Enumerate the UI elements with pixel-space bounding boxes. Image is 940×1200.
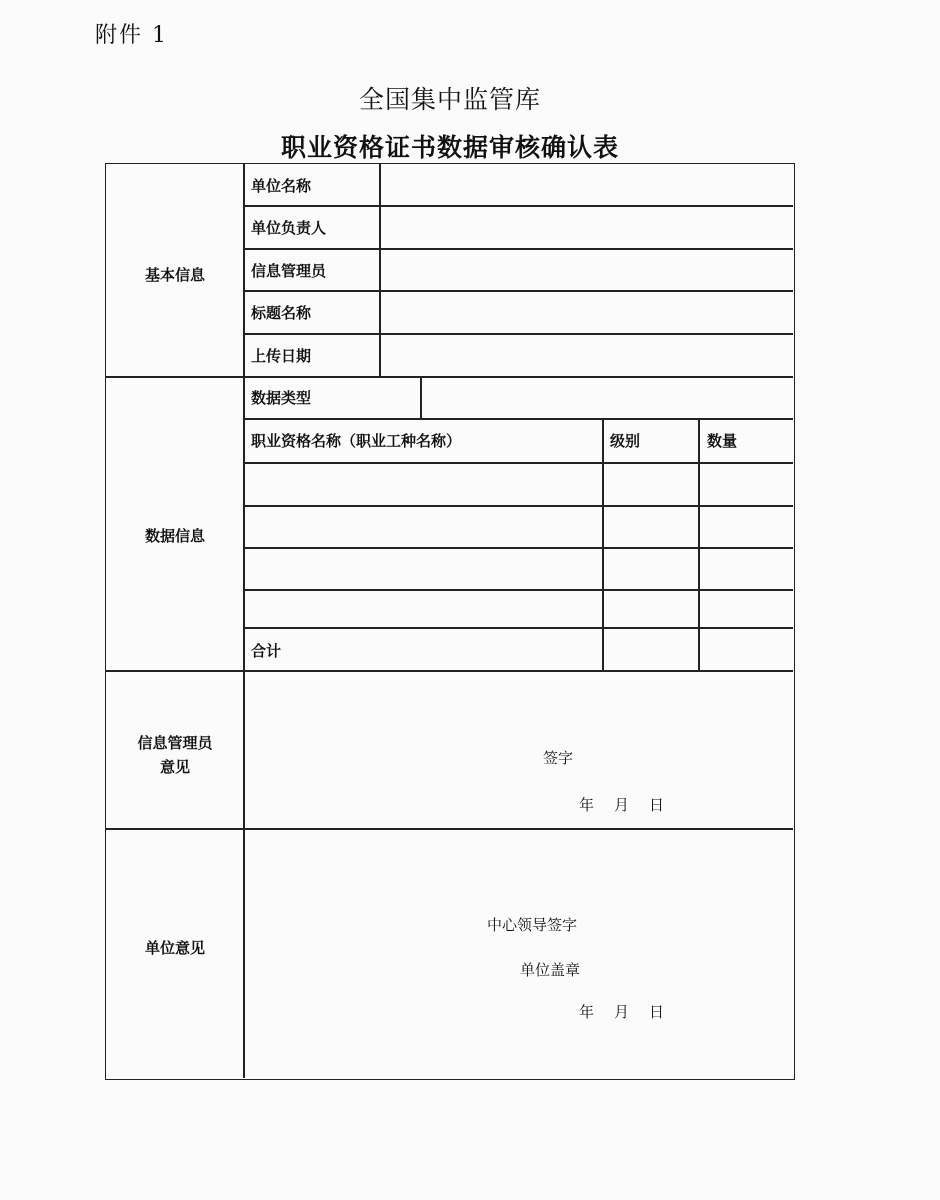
level-cell[interactable]: [605, 507, 696, 546]
unit-date-year: 年: [579, 1003, 595, 1021]
qualification-name-cell[interactable]: [246, 549, 600, 588]
data-row-line: [243, 418, 793, 420]
unit-opinion-section-label: 单位意见: [144, 939, 205, 957]
section-divider: [106, 828, 793, 830]
title-line-1: 全国集中监管库: [358, 85, 541, 114]
unit-name-field[interactable]: [381, 164, 791, 205]
info-admin-label: 信息管理员: [251, 262, 327, 280]
level-header: 级别: [610, 432, 641, 450]
admin-date-day: 日: [649, 796, 665, 814]
basic-info-section-label: 基本信息: [144, 266, 205, 284]
quantity-cell[interactable]: [701, 549, 791, 588]
qualification-name-cell[interactable]: [246, 507, 600, 546]
upload-date-label: 上传日期: [251, 347, 312, 365]
admin-opinion-label-line2: 意见: [159, 758, 190, 776]
qualification-name-header: 职业资格名称（职业工种名称）: [251, 432, 462, 450]
quantity-header: 数量: [707, 432, 738, 450]
total-quantity-cell[interactable]: [701, 629, 791, 669]
leader-signature-label: 中心领导签字: [487, 916, 578, 934]
data-type-field[interactable]: [422, 378, 792, 418]
quantity-cell[interactable]: [701, 591, 791, 626]
total-level-cell[interactable]: [605, 629, 696, 669]
level-cell[interactable]: [605, 591, 696, 626]
quantity-cell[interactable]: [701, 464, 791, 504]
unit-date-month: 月: [614, 1003, 630, 1021]
level-cell[interactable]: [605, 464, 696, 504]
review-form-table: [105, 163, 795, 1080]
unit-seal-label: 单位盖章: [520, 961, 581, 979]
attachment-label: 附件 1: [95, 23, 168, 48]
unit-head-label: 单位负责人: [251, 219, 327, 237]
section-divider: [106, 670, 793, 672]
admin-date-month: 月: [614, 796, 630, 814]
admin-date-year: 年: [579, 796, 595, 814]
info-admin-field[interactable]: [381, 250, 791, 290]
level-cell[interactable]: [605, 549, 696, 588]
admin-opinion-section-label: [106, 731, 244, 779]
level-column-divider: [602, 418, 604, 670]
form-title: 职业资格证书数据审核确认表: [280, 133, 619, 162]
unit-head-field[interactable]: [381, 207, 791, 248]
data-type-label: 数据类型: [251, 389, 312, 407]
data-info-section-label: 数据信息: [144, 527, 205, 545]
unit-date-day: 日: [649, 1003, 665, 1021]
admin-signature-label: 签字: [543, 749, 574, 767]
upload-date-field[interactable]: [381, 335, 791, 376]
unit-name-label: 单位名称: [251, 177, 312, 195]
qualification-name-cell[interactable]: [246, 591, 600, 626]
admin-opinion-label-line1: 信息管理员: [137, 734, 213, 752]
quantity-cell[interactable]: [701, 507, 791, 546]
qualification-name-cell[interactable]: [246, 464, 600, 504]
total-label: 合计: [251, 642, 282, 660]
title-name-label: 标题名称: [251, 304, 312, 322]
title-name-field[interactable]: [381, 292, 791, 333]
quantity-column-divider: [698, 418, 700, 670]
